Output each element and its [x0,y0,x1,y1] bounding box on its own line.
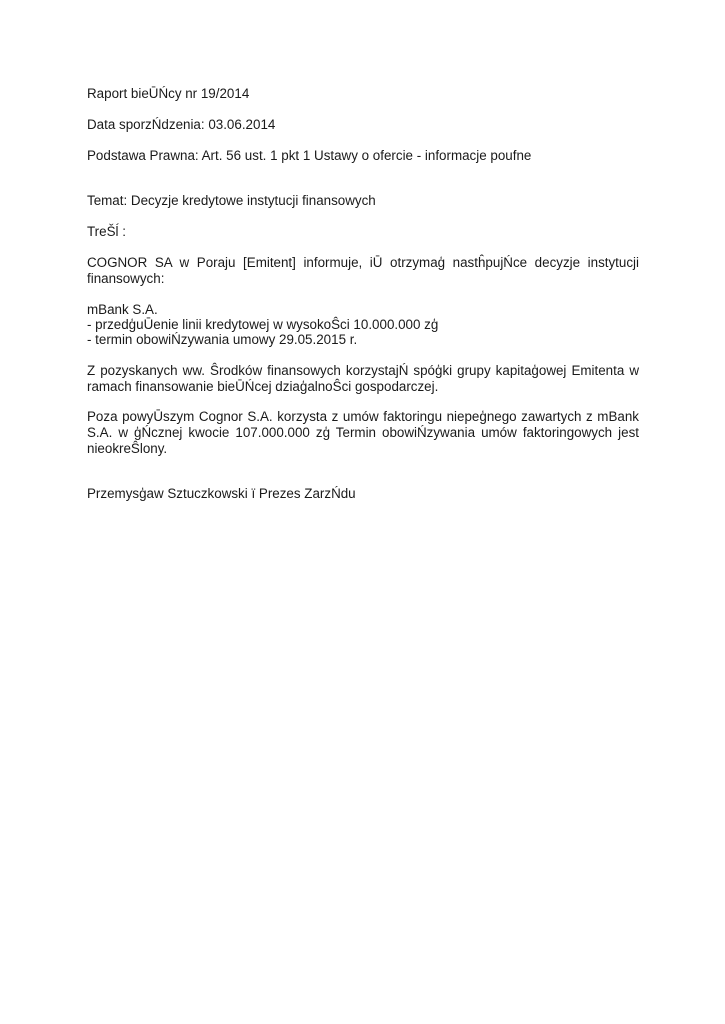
bullet-term: - termin obowiŃzywania umowy 29.05.2015 r. [87,332,358,347]
report-subject: Temat: Decyzje kredytowe instytucji finansowych [87,193,376,208]
signature: Przemysģaw Sztuczkowski ï Prezes ZarzŃdu [87,486,356,501]
bank-name: mBank S.A. [87,302,158,317]
report-number: Raport bieŪŃcy nr 19/2014 [87,86,250,101]
content-label: TreŠĺ : [87,224,126,239]
legal-basis: Podstawa Prawna: Art. 56 ust. 1 pkt 1 Ustawy o ofercie - informacje poufne [87,148,532,163]
paragraph-intro: COGNOR SA w Poraju [Emitent] informuje, iŪ otrzymaģ nastĥpujŃce decyzje instytucji finansowych: [87,255,639,286]
paragraph-funds-use: Z pozyskanych ww. Ŝrodków finansowych korzystajŃ spóģki grupy kapitaģowej Emitenta w ramach finansowanie bieŪŃcej dziaģalnoŜci gospodarczej. [87,363,639,394]
paragraph-factoring: Poza powyŪszym Cognor S.A. korzysta z umów faktoringu niepeģnego zawartych z mBank S.A. w ģŃcznej kwocie 107.000.000 zģ Termin obowiŃzywania umów faktoringowych jest nieokreŜlony. [87,409,639,456]
report-date: Data sporzŃdzenia: 03.06.2014 [87,117,276,132]
bullet-credit-line: - przedģuŪenie linii kredytowej w wysokoŜci 10.000.000 zģ [87,317,439,332]
